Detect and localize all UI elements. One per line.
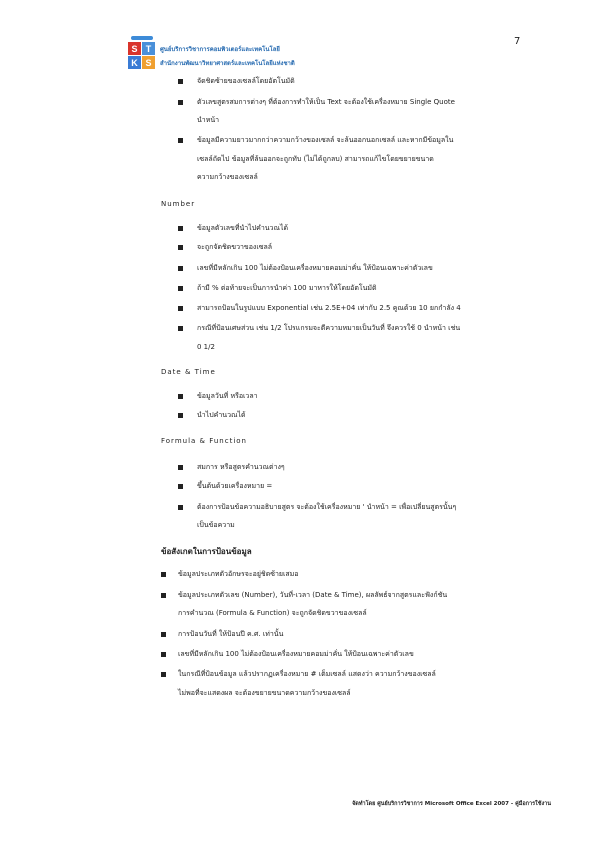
bullet-icon [178,394,183,399]
datetime-heading: Date & Time [161,368,216,376]
logo [127,36,157,72]
notes-section-title: ข้อสังเกตในการป้อนข้อมูล [161,547,252,556]
bullet-icon [178,465,183,470]
logo-topbar [131,36,153,40]
number-heading: Number [161,200,196,208]
bullet-icon [161,572,166,577]
bullet-icon [178,326,183,331]
header-line-2: สำนักงานพัฒนาวิทยาศาสตร์และเทคโนโลยีแห่งชาติ [160,60,295,67]
bullet-icon [178,484,183,489]
page-number: 7 [514,36,521,47]
bullet-icon [178,100,183,105]
bullet-icon [178,245,183,250]
bullet-icon [161,672,166,677]
logo-letter-s1: S [128,42,141,55]
bullet-icon [178,505,183,510]
header-line-1: ศูนย์บริการวิชาการคอมพิวเตอร์และเทคโนโลยี [160,46,280,53]
logo-letter-k: K [128,56,141,69]
bullet-icon [178,79,183,84]
bullet-icon [178,306,183,311]
bullet-icon [178,286,183,291]
bullet-icon [178,138,183,143]
bullet-icon [161,632,166,637]
bullet-icon [178,226,183,231]
bullet-icon [178,266,183,271]
footer: จัดทำโดย ศูนย์บริการวิชาการ Microsoft Office Excel 2007 - คู่มือการใช้งาน [352,801,551,807]
bullet-icon [161,593,166,598]
logo-letter-t: T [142,42,155,55]
logo-letter-s2: S [142,56,155,69]
bullet-icon [178,413,183,418]
bullet-icon [161,652,166,657]
formula-heading: Formula & Function [161,437,247,445]
